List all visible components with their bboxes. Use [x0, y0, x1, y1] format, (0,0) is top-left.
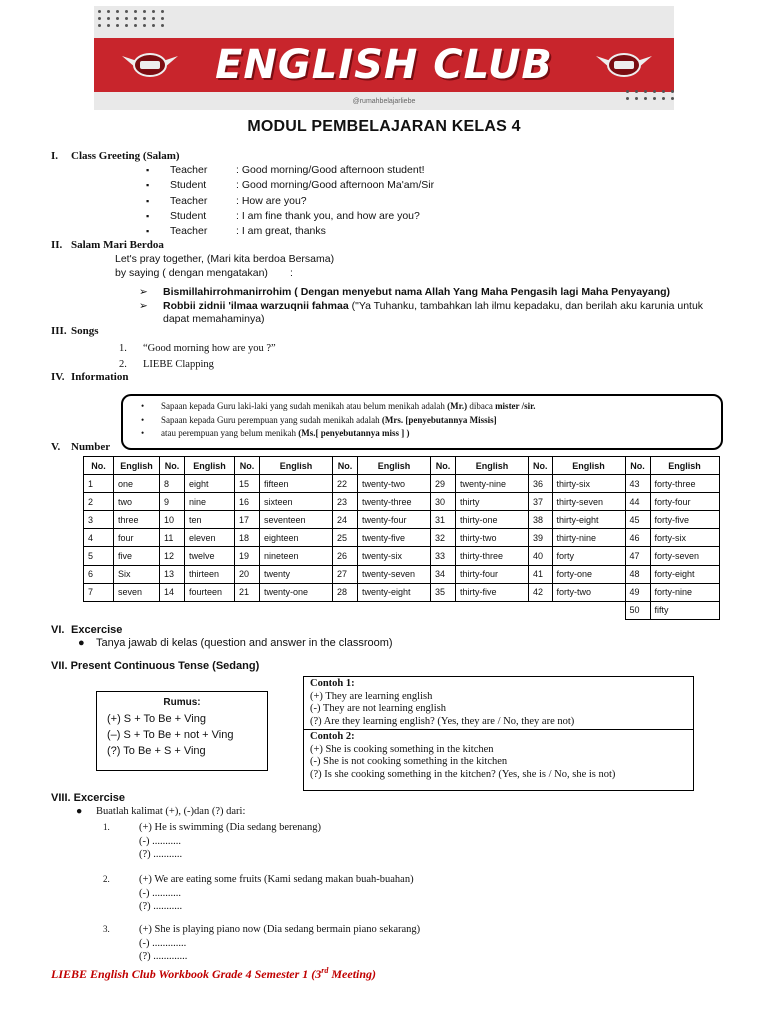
empty-cell [185, 601, 235, 619]
prayer-item: ➢ Bismillahirrohmanirrohim ( Dengan menyebut nama Allah Yang Maha Pengasih lagi Maha Penyayang) [139, 286, 671, 298]
table-row [84, 529, 720, 547]
number-cell: 27 [333, 565, 358, 583]
arrow-icon: ➢ [139, 300, 148, 312]
word-cell: twelve [185, 547, 235, 565]
table-row [84, 601, 720, 619]
header-banner [94, 6, 674, 110]
word-cell: twenty-two [358, 475, 431, 493]
formula-line: (–) S + To Be + not + Ving [107, 729, 234, 741]
decor-dots [98, 10, 166, 27]
prayer-list [139, 286, 739, 326]
number-cell: 32 [431, 529, 456, 547]
number-cell: 20 [235, 565, 260, 583]
word-cell: thirty-five [456, 583, 529, 601]
number-cell: 2 [84, 493, 114, 511]
number-cell: 33 [431, 547, 456, 565]
empty-cell [160, 601, 185, 619]
col-header: No. [333, 457, 358, 475]
empty-cell [456, 601, 529, 619]
number-cell: 17 [235, 511, 260, 529]
number-cell: 40 [529, 547, 553, 565]
number-cell: 14 [160, 583, 185, 601]
word-cell: nine [185, 493, 235, 511]
number-cell: 50 [625, 601, 650, 619]
word-cell: forty-nine [650, 583, 719, 601]
col-header: No. [84, 457, 114, 475]
number-cell: 19 [235, 547, 260, 565]
col-header: English [358, 457, 431, 475]
word-cell: forty-eight [650, 565, 719, 583]
word-cell: twenty-three [358, 493, 431, 511]
number-cell: 10 [160, 511, 185, 529]
word-cell: twenty-eight [358, 583, 431, 601]
examples-box [303, 676, 694, 791]
empty-cell [552, 601, 625, 619]
number-cell: 24 [333, 511, 358, 529]
word-cell: fifteen [260, 475, 333, 493]
word-cell: thirty-seven [552, 493, 625, 511]
song-item: 1. “Good morning how are you ?” [119, 343, 276, 354]
number-cell: 39 [529, 529, 553, 547]
number-cell: 34 [431, 565, 456, 583]
table-row [84, 565, 720, 583]
word-cell: forty [552, 547, 625, 565]
word-cell: one [114, 475, 160, 493]
example-1: Contoh 1: (+) They are learning english (-) They are not learning english (?) Are they learning english? (Yes, they are / No, they are not) [310, 678, 575, 727]
word-cell: twenty [260, 565, 333, 583]
word-cell: thirteen [185, 565, 235, 583]
col-header: English [650, 457, 719, 475]
empty-cell [333, 601, 358, 619]
arrow-icon: ➢ [139, 286, 148, 298]
word-cell: two [114, 493, 160, 511]
word-cell: forty-six [650, 529, 719, 547]
number-cell: 23 [333, 493, 358, 511]
number-cell: 26 [333, 547, 358, 565]
table-row [84, 493, 720, 511]
songs-list [119, 341, 276, 373]
word-cell: eight [185, 475, 235, 493]
word-cell: twenty-five [358, 529, 431, 547]
bullet-icon: ● [78, 637, 85, 649]
number-cell: 29 [431, 475, 456, 493]
footer-text: LIEBE English Club Workbook Grade 4 Semester 1 (3rd Meeting) [51, 966, 377, 981]
number-cell: 38 [529, 511, 553, 529]
number-cell: 21 [235, 583, 260, 601]
info-item: • atau perempuan yang belum menikah (Ms.[ penyebutannya miss ] ) [139, 427, 713, 441]
number-cell: 13 [160, 565, 185, 583]
col-header: No. [160, 457, 185, 475]
number-cell: 25 [333, 529, 358, 547]
word-cell: seventeen [260, 511, 333, 529]
section-2-heading: II. Salam Mari Berdoa [51, 239, 164, 251]
number-cell: 41 [529, 565, 553, 583]
number-cell: 18 [235, 529, 260, 547]
pray-intro: Let's pray together, (Mari kita berdoa Bersama) [115, 253, 335, 265]
information-box [121, 394, 723, 450]
number-cell: 22 [333, 475, 358, 493]
word-cell: three [114, 511, 160, 529]
exercise-row: 2. (+) We are eating some fruits (Kami sedang makan buah-buahan) (-) ........... (?) ........... [103, 874, 414, 912]
number-cell: 37 [529, 493, 553, 511]
empty-cell [235, 601, 260, 619]
number-cell: 16 [235, 493, 260, 511]
formula-title: Rumus: [163, 697, 201, 708]
greeting-row: ▪ Student : I am fine thank you, and how are you? [146, 209, 420, 222]
pray-intro-2: by saying ( dengan mengatakan) : [115, 267, 293, 279]
number-cell: 43 [625, 475, 650, 493]
greeting-row: ▪ Teacher : How are you? [146, 194, 307, 207]
number-cell: 6 [84, 565, 114, 583]
section-6-heading: VI. Excercise [51, 624, 123, 636]
number-cell: 45 [625, 511, 650, 529]
exercise-row: 3. (+) She is playing piano now (Dia sedang bermain piano sekarang) (-) ............. (?) ............. [103, 924, 421, 962]
song-item: 2. LIEBE Clapping [119, 359, 214, 370]
col-header: English [456, 457, 529, 475]
info-item: • Sapaan kepada Guru laki-laki yang sudah menikah atau belum menikah adalah (Mr.) dibaca mister /sir. [139, 400, 713, 414]
word-cell: four [114, 529, 160, 547]
info-item: • Sapaan kepada Guru perempuan yang sudah menikah adalah (Mrs. [penyebutannya Missis] [139, 414, 713, 428]
number-cell: 4 [84, 529, 114, 547]
number-cell: 47 [625, 547, 650, 565]
col-header: No. [529, 457, 553, 475]
word-cell: thirty [456, 493, 529, 511]
greeting-list [146, 164, 476, 240]
word-cell: forty-one [552, 565, 625, 583]
word-cell: fifty [650, 601, 719, 619]
banner-title: ENGLISH CLUB [215, 42, 553, 88]
social-handle: @rumahbelajarliebe [352, 98, 416, 105]
word-cell: forty-two [552, 583, 625, 601]
word-cell: thirty-three [456, 547, 529, 565]
number-cell: 31 [431, 511, 456, 529]
word-cell: thirty-six [552, 475, 625, 493]
empty-cell [84, 601, 114, 619]
greeting-row: ▪ Student : Good morning/Good afternoon Ma'am/Sir [146, 179, 435, 192]
number-cell: 1 [84, 475, 114, 493]
word-cell: ten [185, 511, 235, 529]
exercise-list [103, 821, 420, 969]
word-cell: thirty-two [456, 529, 529, 547]
word-cell: eighteen [260, 529, 333, 547]
number-cell: 15 [235, 475, 260, 493]
number-cell: 8 [160, 475, 185, 493]
table-row [84, 511, 720, 529]
number-cell: 11 [160, 529, 185, 547]
table-row [84, 475, 720, 493]
word-cell: twenty-seven [358, 565, 431, 583]
word-cell: eleven [185, 529, 235, 547]
col-header: No. [431, 457, 456, 475]
crest-left-icon [120, 42, 180, 88]
empty-cell [529, 601, 553, 619]
col-header: English [260, 457, 333, 475]
word-cell: forty-five [650, 511, 719, 529]
formula-line: (?) To Be + S + Ving [107, 745, 206, 757]
section-7-heading: VII. Present Continuous Tense (Sedang) [51, 660, 260, 672]
number-cell: 46 [625, 529, 650, 547]
numbers-table [83, 456, 720, 620]
crest-right-icon [594, 42, 654, 88]
exercise-item: ● Tanya jawab di kelas (question and answer in the classroom) [78, 637, 393, 649]
greeting-row: ▪ Teacher : I am great, thanks [146, 225, 326, 238]
number-cell: 9 [160, 493, 185, 511]
word-cell: forty-three [650, 475, 719, 493]
page-title: MODUL PEMBELAJARAN KELAS 4 [247, 118, 521, 135]
number-cell: 35 [431, 583, 456, 601]
word-cell: thirty-one [456, 511, 529, 529]
formula-box [96, 691, 268, 771]
word-cell: twenty-nine [456, 475, 529, 493]
table-row [84, 547, 720, 565]
col-header: English [185, 457, 235, 475]
word-cell: five [114, 547, 160, 565]
word-cell: nineteen [260, 547, 333, 565]
word-cell: sixteen [260, 493, 333, 511]
word-cell: Six [114, 565, 160, 583]
col-header: No. [235, 457, 260, 475]
empty-cell [260, 601, 333, 619]
empty-cell [114, 601, 160, 619]
number-cell: 36 [529, 475, 553, 493]
empty-cell [431, 601, 456, 619]
word-cell: twenty-six [358, 547, 431, 565]
example-2: Contoh 2: (+) She is cooking something in the kitchen (-) She is not cooking something in the kitchen (?) Is she cooking something in the kitchen? (Yes, she is / No, she is not) [304, 729, 693, 782]
col-header: English [114, 457, 160, 475]
col-header: English [552, 457, 625, 475]
exercise-row: 1. (+) He is swimming (Dia sedang berenang) (-) ........... (?) ........... [103, 822, 322, 860]
section-8-heading: VIII. Excercise [51, 792, 126, 804]
greeting-row: ▪ Teacher : Good morning/Good afternoon student! [146, 164, 425, 176]
bullet-icon: ● [76, 806, 83, 817]
number-cell: 3 [84, 511, 114, 529]
number-cell: 12 [160, 547, 185, 565]
table-header-row [84, 457, 720, 475]
number-cell: 44 [625, 493, 650, 511]
table-row [84, 583, 720, 601]
word-cell: twenty-four [358, 511, 431, 529]
empty-cell [358, 601, 431, 619]
section-1-heading: I. Class Greeting (Salam) [51, 150, 180, 162]
word-cell: forty-seven [650, 547, 719, 565]
exercise-intro: ● Buatlah kalimat (+), (-)dan (?) dari: [76, 806, 246, 817]
section-5-heading: V. Number [51, 441, 111, 453]
word-cell: fourteen [185, 583, 235, 601]
word-cell: thirty-four [456, 565, 529, 583]
number-cell: 5 [84, 547, 114, 565]
word-cell: thirty-nine [552, 529, 625, 547]
number-cell: 28 [333, 583, 358, 601]
number-cell: 7 [84, 583, 114, 601]
number-cell: 48 [625, 565, 650, 583]
word-cell: seven [114, 583, 160, 601]
number-cell: 49 [625, 583, 650, 601]
word-cell: forty-four [650, 493, 719, 511]
word-cell: twenty-one [260, 583, 333, 601]
formula-line: (+) S + To Be + Ving [107, 713, 206, 725]
number-cell: 42 [529, 583, 553, 601]
word-cell: thirty-eight [552, 511, 625, 529]
prayer-item: ➢ Robbii zidnii 'ilmaa warzuqnii fahmaa ("Ya Tuhanku, tambahkan lah ilmu kepadaku, dan berilah aku karunia untuk dapat memahaminya) [139, 300, 704, 325]
number-cell: 30 [431, 493, 456, 511]
section-3-heading: III. Songs [51, 325, 99, 337]
section-4-heading: IV. Information [51, 371, 129, 383]
col-header: No. [625, 457, 650, 475]
